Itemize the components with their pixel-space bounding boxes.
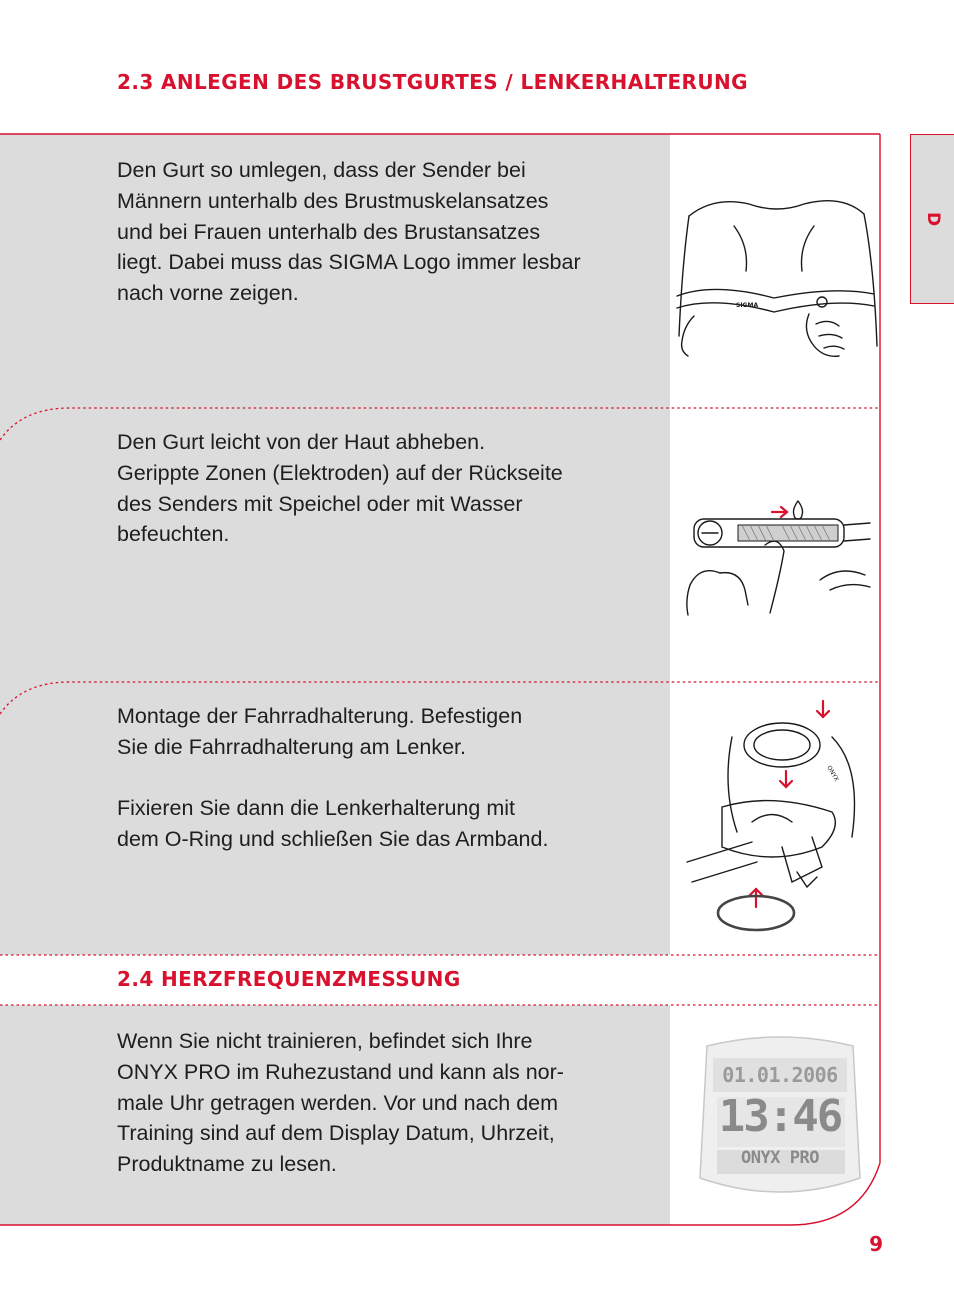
svg-text:SIGMA: SIGMA [736, 302, 759, 309]
display-time: 13:46 [718, 1091, 842, 1142]
page-number: 9 [869, 1232, 883, 1256]
language-tab-label: D [922, 211, 943, 227]
language-tab [910, 134, 954, 304]
step-text-1: Den Gurt so umlegen, dass der Sender bei Männern unterhalb des Brustmuskelansatzes und bei Frauen unterhalb des Brustansatzes liegt. Dabei muss das SIGMA Logo immer lesbar nach vorne zeigen. [117, 158, 581, 306]
display-product: ONYX PRO [741, 1148, 819, 1168]
section-heading-chest-strap: 2.3 ANLEGEN DES BRUSTGURTES / LENKERHALTERUNG [117, 70, 748, 94]
step-text-3: Montage der Fahrradhalterung. Befestigen Sie die Fahrradhalterung am Lenker. Fixieren Sie dann die Lenkerhalterung mit dem O-Ring und schließen Sie das Armband. [117, 704, 549, 852]
step-text-2: Den Gurt leicht von der Haut abheben. Gerippte Zonen (Elektroden) auf der Rückseite des Senders mit Speichel oder mit Wasser befeuchten. [117, 430, 563, 547]
section-heading-heart-rate: 2.4 HERZFREQUENZMESSUNG [117, 967, 461, 991]
display-date: 01.01.2006 [722, 1063, 838, 1087]
watch-display [695, 1028, 865, 1203]
svg-text:ONYX: ONYX [825, 764, 840, 783]
chest-strap-illustration [674, 186, 880, 376]
bike-mount-illustration [682, 697, 880, 937]
heart-rate-text: Wenn Sie nicht trainieren, befindet sich Ihre ONYX PRO im Ruhezustand und kann als nor- male Uhr getragen werden. Vor und nach dem Training sind auf dem Display Datum, Uhrzeit, Produktname zu lesen. [117, 1029, 564, 1177]
electrode-illustration [680, 495, 876, 620]
